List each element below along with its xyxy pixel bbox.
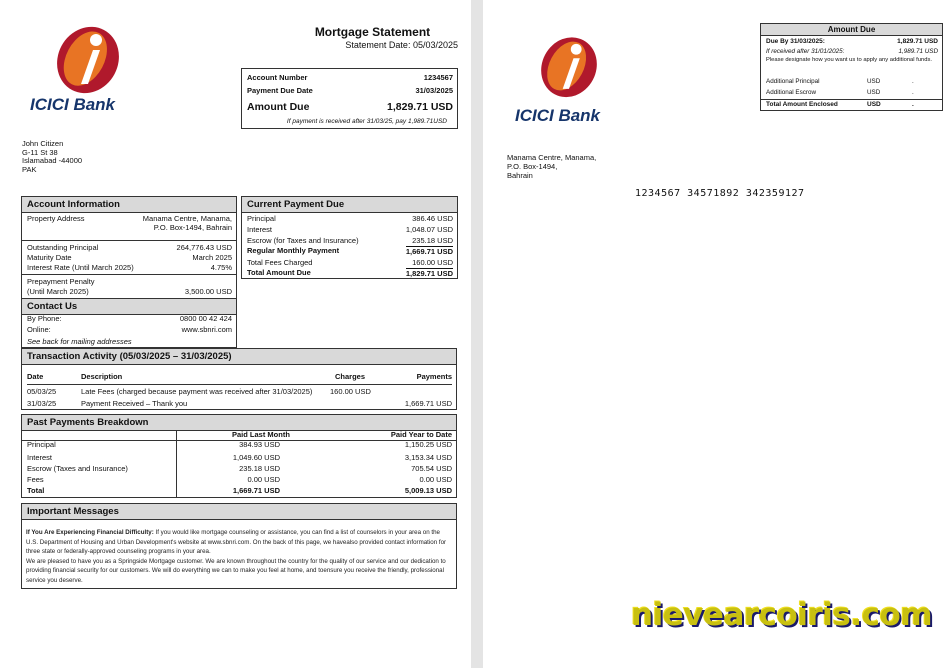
escrow-label: Escrow (for Taxes and Insurance): [247, 236, 359, 245]
difficulty-lead: If You Are Experiencing Financial Difficulty:: [26, 529, 154, 536]
customer-name: John Citizen: [22, 139, 64, 148]
table-row: [27, 387, 452, 397]
late-payment-note: If payment is received after 31/03/25, pay 1,989.71USD: [286, 118, 447, 125]
late-label: If received after 31/01/2025:: [766, 48, 845, 55]
total-due-label: Total Amount Due: [247, 268, 311, 277]
enclosed-label: Total Amount Enclosed: [766, 101, 838, 108]
remit-line1: Manama Centre, Manama,: [507, 153, 597, 162]
total-due-value: 1,829.71 USD: [405, 269, 453, 278]
icici-logo-icon: [533, 28, 605, 102]
add-escrow-label: Additional Escrow: [766, 89, 817, 96]
remit-address: [507, 153, 596, 180]
contact-header: Contact Us: [22, 299, 236, 315]
pp-last: 1,669.71 USD: [232, 486, 280, 495]
pp-label: Principal: [27, 440, 56, 449]
transactions-header: Transaction Activity (05/03/2025 – 31/03/2025): [22, 349, 456, 365]
bank-name: ICICI Bank: [515, 106, 601, 125]
maturity-value: March 2025: [192, 253, 232, 262]
col-paid-ytd: Paid Year to Date: [390, 430, 452, 439]
summary-box: [241, 68, 458, 129]
add-principal-input[interactable]: .: [912, 78, 914, 85]
table-row: [27, 453, 452, 463]
table-row: [27, 486, 452, 496]
txn-date: 05/03/25: [27, 387, 57, 396]
contact-box: [21, 298, 237, 348]
property-label: Property Address: [27, 214, 85, 223]
statement-date: Statement Date: 05/03/2025: [345, 40, 458, 50]
pp-ytd: 0.00 USD: [419, 475, 452, 484]
coupon-instruction: Please designate how you want us to apply any additional funds.: [766, 57, 932, 63]
add-escrow-currency: USD: [867, 89, 881, 96]
col-paid-last-month: Paid Last Month: [232, 430, 290, 439]
account-info-header: Account Information: [22, 197, 236, 213]
table-row: [27, 464, 452, 474]
col-description: Description: [81, 372, 123, 381]
due-by-value: 1,829.71 USD: [897, 38, 938, 45]
maturity-label: Maturity Date: [27, 253, 72, 262]
pp-ytd: 3,153.34 USD: [404, 453, 452, 462]
txn-description: Late Fees (charged because payment was received after 31/03/2025): [81, 387, 313, 396]
property-line2: P.O. Box-1494, Bahrain: [153, 223, 232, 232]
coupon-header: Amount Due: [761, 24, 942, 36]
pp-last: 0.00 USD: [247, 475, 280, 484]
pp-label: Interest: [27, 453, 53, 462]
amount-due-label: Amount Due: [247, 101, 310, 113]
table-row: [27, 440, 452, 450]
principal-label: Principal: [247, 214, 276, 223]
due-by-label: Due By 31/03/2025:: [766, 38, 825, 45]
prepay-value: 3,500.00 USD: [184, 287, 232, 296]
enclosed-currency: USD: [867, 101, 881, 108]
customer-line2: Islamabad -44000: [22, 156, 83, 165]
pp-label: Fees: [27, 475, 44, 484]
customer-address: [22, 140, 82, 174]
statement-page: [0, 0, 471, 668]
account-number: 1234567: [423, 73, 453, 82]
fees-value: 160.00 USD: [412, 258, 453, 267]
pp-last: 235.18 USD: [239, 464, 280, 473]
col-payments: Payments: [416, 372, 452, 381]
customer-line1: G-11 St 38: [22, 147, 58, 157]
phone-label: By Phone:: [27, 314, 62, 323]
online-value: www.sbnri.com: [181, 325, 232, 334]
pp-ytd: 1,150.25 USD: [404, 440, 452, 449]
account-info-box: [21, 196, 237, 299]
late-value: 1,989.71 USD: [898, 48, 938, 55]
welcome-text: We are pleased to have you as a Springside Mortgage customer. We are known throughout the country for the quality of our service and our dedication to providing financial security for our customers. We will do everything we can to make you feel at home, and toensure you receive the friendly, professional service you deserve.: [26, 557, 446, 584]
customer-line3: PAK: [22, 164, 37, 174]
past-payments-header: Past Payments Breakdown: [22, 415, 456, 431]
pp-label: Escrow (Taxes and Insurance): [27, 464, 128, 473]
difficulty-text: If you would like mortgage counseling or assistance, you can find a list of counselors in your area on the U.S. Department of Housing and Urban Development's website at www.sbnri.com. On the back of this page, we havealso provided contact information for three state or federally-approved counseling programs in your area.: [26, 529, 447, 556]
remittance-page: [483, 0, 952, 668]
txn-payments: 1,669.71 USD: [404, 399, 452, 408]
current-due-header: Current Payment Due: [242, 197, 457, 213]
principal-value: 386.46 USD: [412, 214, 453, 223]
pp-ytd: 5,009.13 USD: [404, 486, 452, 495]
prepay-until: (Until March 2025): [27, 287, 89, 296]
due-date: 31/03/2025: [415, 86, 453, 95]
regular-label: Regular Monthly Payment: [247, 246, 340, 255]
coupon-box: [760, 23, 943, 111]
pp-ytd: 705.54 USD: [411, 464, 452, 473]
regular-value: 1,669.71 USD: [405, 247, 453, 256]
account-number-label: Account Number: [247, 73, 308, 82]
enclosed-input[interactable]: .: [912, 101, 914, 108]
property-line1: Manama Centre, Manama,: [142, 214, 232, 223]
outstanding-value: 264,776.43 USD: [176, 243, 232, 252]
past-payments-box: [21, 414, 457, 498]
rate-label: Interest Rate (Until March 2025): [27, 263, 134, 272]
micr-line: 1234567 34571892 342359127: [635, 188, 805, 199]
due-date-label: Payment Due Date: [247, 86, 313, 95]
interest-label: Interest: [247, 225, 273, 234]
remit-line3: Bahrain: [507, 171, 533, 180]
interest-value: 1,048.07 USD: [405, 225, 453, 234]
current-due-box: [241, 196, 458, 279]
messages-header: Important Messages: [22, 504, 456, 520]
messages-box: [21, 503, 457, 589]
phone-value: 0800 00 42 424: [179, 314, 232, 323]
txn-description: Payment Received – Thank you: [81, 399, 188, 408]
fees-label: Total Fees Charged: [247, 258, 313, 267]
outstanding-label: Outstanding Principal: [27, 243, 99, 252]
watermark-text: nievearcoiris.com: [631, 597, 933, 633]
icici-logo-icon: [48, 20, 128, 95]
txn-charges: 160.00 USD: [330, 387, 371, 396]
txn-date: 31/03/25: [27, 399, 57, 408]
statement-title: Mortgage Statement: [314, 25, 431, 39]
bank-name: ICICI Bank: [30, 95, 116, 114]
transactions-box: [21, 348, 457, 410]
escrow-value: 235.18 USD: [412, 236, 453, 245]
add-principal-currency: USD: [867, 78, 881, 85]
col-charges: Charges: [335, 372, 366, 381]
online-label: Online:: [27, 325, 51, 334]
remit-line2: P.O. Box-1494,: [507, 162, 558, 171]
prepay-label: Prepayment Penalty: [27, 277, 95, 286]
add-escrow-input[interactable]: .: [912, 89, 914, 96]
add-principal-label: Additional Principal: [766, 78, 820, 85]
col-date: Date: [27, 372, 44, 381]
rate-value: 4.75%: [210, 263, 232, 272]
table-row: [27, 475, 452, 485]
pp-last: 384.93 USD: [239, 440, 280, 449]
messages-body: [26, 528, 452, 586]
table-row: [27, 399, 452, 409]
pp-last: 1,049.60 USD: [232, 453, 280, 462]
mailing-note: See back for mailing addresses: [27, 337, 132, 346]
amount-due: 1,829.71 USD: [387, 101, 453, 113]
pp-label: Total: [27, 486, 45, 495]
